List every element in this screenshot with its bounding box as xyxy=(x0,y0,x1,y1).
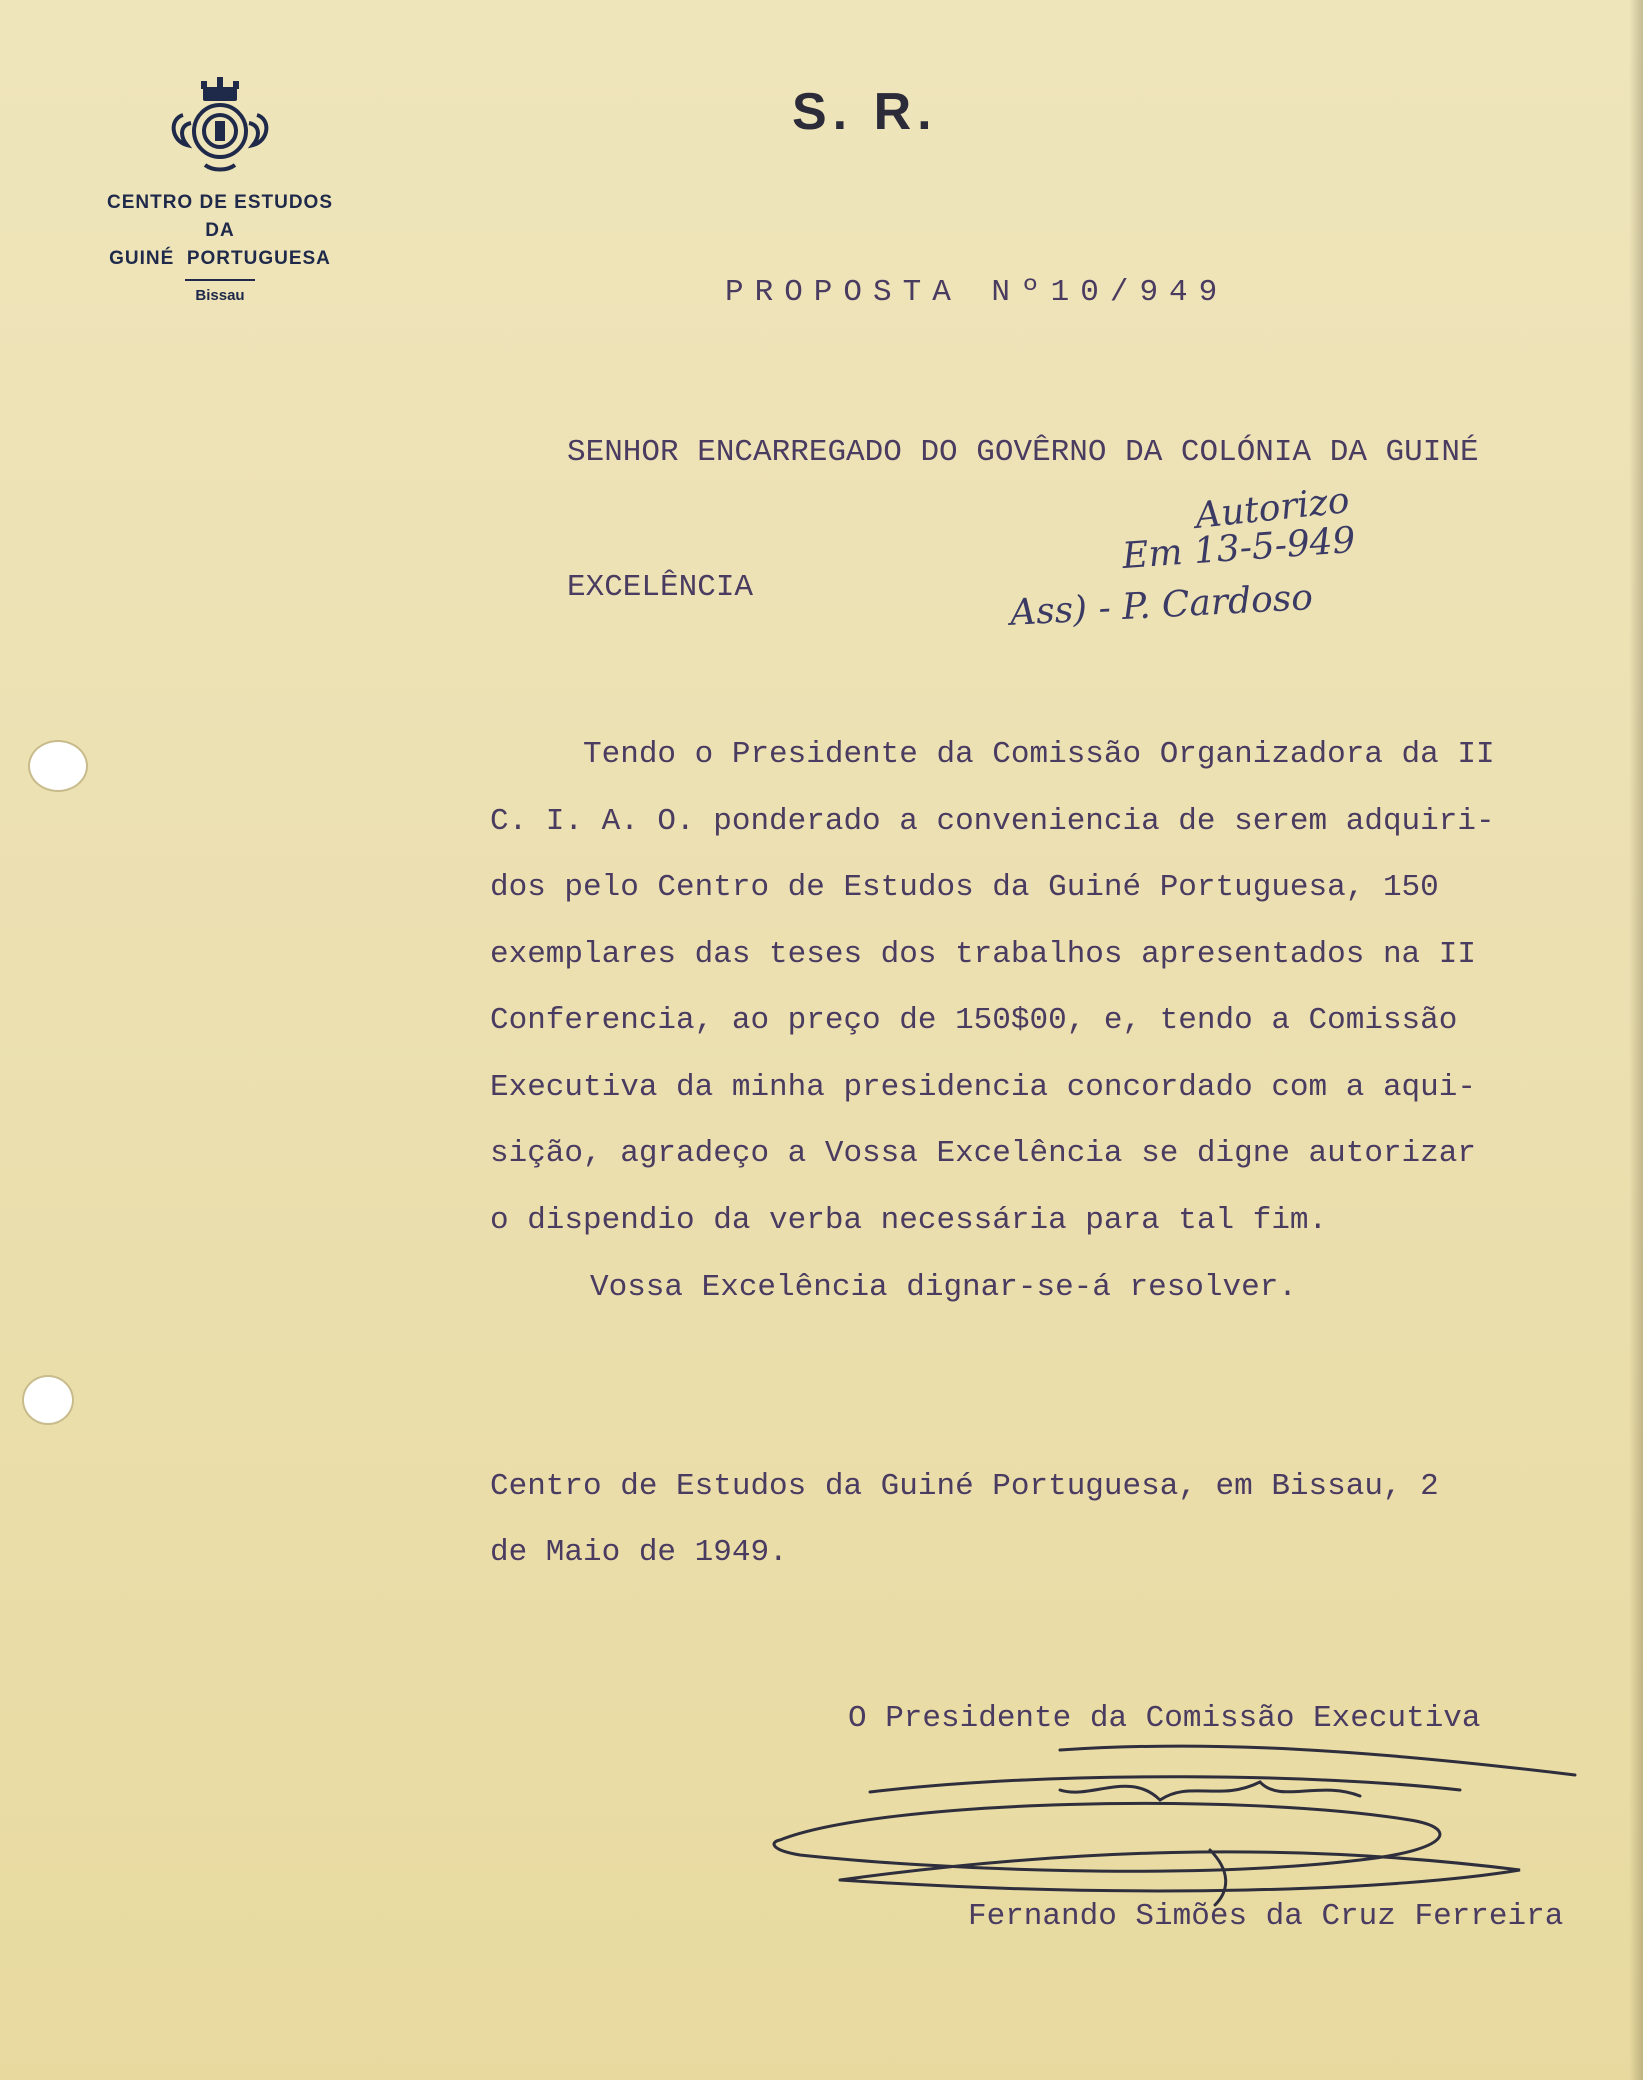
body-line: exemplares das teses dos trabalhos apresentados na II xyxy=(490,936,1476,972)
coat-of-arms-emblem xyxy=(165,75,275,175)
body-line: o dispendio da verba necessária para tal fim. xyxy=(490,1202,1328,1238)
signatory-name: Fernando Simões da Cruz Ferreira xyxy=(968,1899,1564,1934)
letterhead-city: Bissau xyxy=(195,287,245,304)
closing-line: Vossa Excelência dignar-se-á resolver. xyxy=(590,1270,1297,1305)
letterhead-divider xyxy=(185,279,255,281)
addressee: SENHOR ENCARREGADO DO GOVÊRNO DA COLÓNIA DA GUINÉ xyxy=(567,435,1479,470)
annotation-signature: Ass) - P. Cardoso xyxy=(1009,577,1314,634)
body-line: Executiva da minha presidencia concordado com a aqui- xyxy=(490,1069,1476,1105)
letterhead-line-3: GUINÉ PORTUGUESA xyxy=(109,248,331,269)
punch-hole-bottom xyxy=(22,1375,74,1425)
body-line: C. I. A. O. ponderado a conveniencia de serem adquiri- xyxy=(490,803,1495,839)
annotation-authorized: Autorizo xyxy=(1193,480,1352,537)
body-paragraph xyxy=(490,722,1550,1254)
stamp-sr: S. R. xyxy=(792,83,938,141)
letterhead-line-1: CENTRO DE ESTUDOS xyxy=(106,192,334,213)
annotation-date: Em 13-5-949 xyxy=(1120,519,1357,578)
place-date-line-2: de Maio de 1949. xyxy=(490,1535,788,1570)
punch-hole-top xyxy=(28,740,88,792)
body-line: Tendo o Presidente da Comissão Organizadora da II xyxy=(490,737,1495,772)
signatory-title: O Presidente da Comissão Executiva xyxy=(848,1701,1481,1736)
body-line: dos pelo Centro de Estudos da Guiné Portuguesa, 150 xyxy=(490,870,1439,905)
page-edge-shadow xyxy=(1629,0,1643,2080)
letterhead-line-2: DA xyxy=(205,220,235,241)
body-line: Conferencia, ao preço de 150$00, e, tendo a Comissão xyxy=(490,1003,1458,1038)
letterhead xyxy=(60,75,380,304)
place-date-line-1: Centro de Estudos da Guiné Portuguesa, em Bissau, 2 xyxy=(490,1469,1439,1504)
handwritten-signature xyxy=(760,1730,1590,1910)
body-line: sição, agradeço a Vossa Excelência se digne autorizar xyxy=(490,1136,1476,1171)
proposta-number: PROPOSTA Nº10/949 xyxy=(725,275,1229,310)
salutation: EXCELÊNCIA xyxy=(567,570,754,605)
